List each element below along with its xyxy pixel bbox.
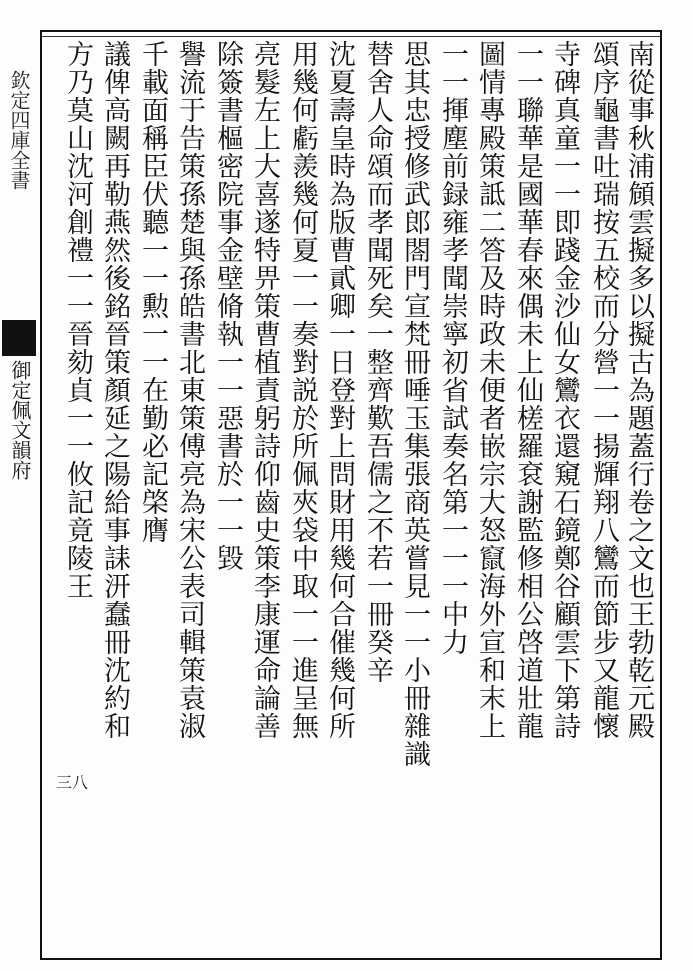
fishtail-marker [2,320,36,356]
text-column: 南從事秋浦頠雲擬多以擬古為題蓋行卷之文也王勃乾元殿 [623,40,654,740]
text-column: 亮髮左上大喜遂特畀策曹植責躬詩仰齒史策李康運命論善 [249,40,280,740]
margin-header: 欽定四庫全書 [7,70,31,190]
book-title: 御定佩文韻府 [8,360,32,480]
text-column: 寺碑真童一一即踐金沙仙女鸞衣還窺石鏡鄭谷顧雲下第詩 [549,40,580,740]
text-column: 替舍人命頌而孝聞死矣一整齊歎吾儒之不若一冊癸辛 [362,40,393,684]
text-column: 千載面稱臣伏聽一一勲一一在勤必記棨膺 [137,40,168,544]
text-column: 用幾何虧羨幾何夏一一奏對説於所佩夾袋中取一一進呈無 [287,40,318,740]
text-column: 沈夏壽皇時為版曹貳卿一日登對上問財用幾何合催幾何所 [324,40,355,740]
text-column: 一一聯華是國華春來偶未上仙槎羅袞謝監修相公啓道壯龍 [512,40,543,740]
text-column: 一一揮塵前録雍孝聞崇寧初省試奏名第一一一中力 [437,40,468,656]
text-column: 方乃莫山沈河創禮一一晉劾貞一一攸記竟陵王 [62,40,93,600]
text-column: 頌序龜書吐瑞按五校而分營一一揚輝翔八鸞而節步又龍懷 [588,40,619,740]
text-column: 圖情專殿策詆二答及時政未便者嵌宗大怒竄海外宣和末上 [474,40,505,740]
text-column: 議俾高闕再勒燕然後銘晉策顏延之陽給事誄汧蠢冊沈約和 [99,40,130,740]
text-column: 思其忠授修武郎閤門宣梵冊唾玉集張商英嘗見一一小冊雜識 [399,40,430,768]
page-number: 三八 [56,773,89,792]
text-column: 譽流于告策孫楚與孫皓書北東策傅亮為宋公表司輯策袁淑 [174,40,205,740]
left-margin [2,30,36,960]
text-column: 除簽書樞密院事金壁脩執一一惡書於一一毀 [212,40,243,572]
